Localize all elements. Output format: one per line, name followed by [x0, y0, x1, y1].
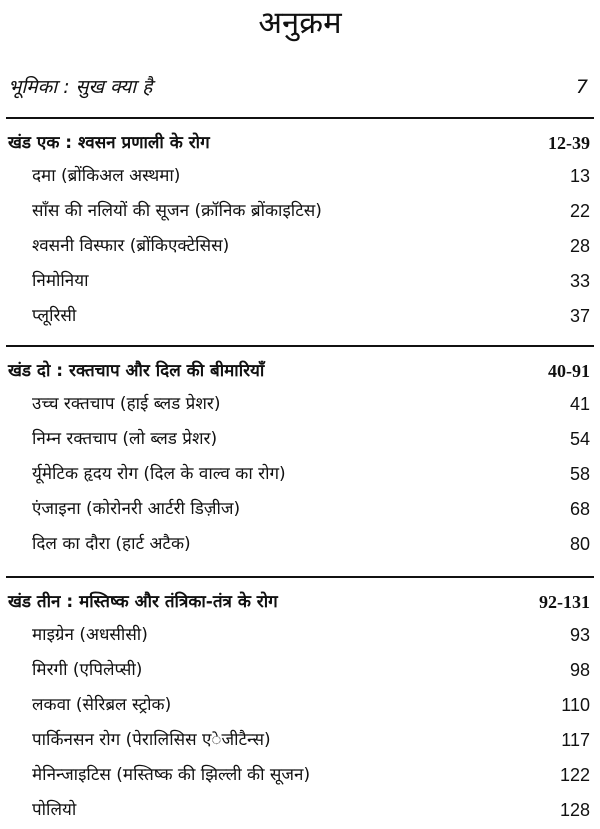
toc-entry — [6, 388, 594, 423]
section-heading — [6, 126, 594, 160]
entry-page-number: 80 — [569, 534, 590, 554]
page-title: अनुक्रम — [258, 5, 342, 41]
entry-title: र्यूमेटिक हृदय रोग (दिल के वाल्व का रोग) — [32, 464, 286, 484]
entry-title: प्लूरिसी — [32, 306, 77, 326]
entry-page-number: 41 — [569, 394, 590, 414]
entry-page-number: 28 — [569, 236, 590, 256]
preface-label: भूमिका : सुख क्या है — [8, 76, 153, 98]
entry-title: मिरगी (एपिलेप्सी) — [32, 660, 143, 680]
toc-section-1 — [6, 126, 594, 335]
toc-entry — [6, 265, 594, 300]
toc-entry — [6, 759, 594, 794]
entry-page-number: 128 — [559, 800, 590, 820]
entry-title: उच्च रक्तचाप (हाई ब्लड प्रेशर) — [32, 394, 221, 414]
section-divider — [6, 576, 594, 578]
toc-section-3 — [6, 585, 594, 829]
entry-title: निम्न रक्तचाप (लो ब्लड प्रेशर) — [32, 429, 218, 449]
section-divider — [6, 345, 594, 347]
entry-page-number: 110 — [561, 695, 590, 715]
section-page-range: 92-131 — [539, 592, 590, 612]
preface-page-number: 7 — [575, 76, 588, 98]
entry-title: पोलियो — [32, 800, 77, 820]
toc-preface — [8, 72, 588, 102]
section-page-range: 40-91 — [548, 361, 590, 381]
entry-page-number: 13 — [569, 166, 590, 186]
entry-page-number: 22 — [569, 201, 590, 221]
section-title: खंड दो : रक्तचाप और दिल की बीमारियाँ — [8, 361, 265, 381]
entry-title: दमा (ब्रोंकिअल अस्थमा) — [32, 166, 181, 186]
entry-page-number: 68 — [569, 499, 590, 519]
entry-page-number: 33 — [569, 271, 590, 291]
entry-page-number: 98 — [569, 660, 590, 680]
entry-page-number: 54 — [569, 429, 590, 449]
toc-entry — [6, 493, 594, 528]
entry-page-number: 117 — [561, 730, 590, 750]
entry-title: मेनिन्जाइटिस (मस्तिष्क की झिल्ली की सूजन) — [32, 765, 311, 785]
toc-entry — [6, 423, 594, 458]
section-divider — [6, 117, 594, 119]
section-title: खंड तीन : मस्तिष्क और तंत्रिका-तंत्र के रोग — [8, 592, 278, 612]
toc-entry — [6, 528, 594, 563]
entry-page-number: 37 — [569, 306, 590, 326]
entry-title: माइग्रेन (अधसीसी) — [32, 625, 148, 645]
toc-entry — [6, 619, 594, 654]
entry-title: लकवा (सेरिब्रल स्ट्रोक) — [32, 695, 172, 715]
entry-page-number: 122 — [559, 765, 590, 785]
section-page-range: 12-39 — [548, 133, 590, 153]
section-heading — [6, 585, 594, 619]
entry-page-number: 58 — [569, 464, 590, 484]
toc-entry — [6, 724, 594, 759]
entry-title: दिल का दौरा (हार्ट अटैक) — [32, 534, 191, 554]
toc-entry — [6, 794, 594, 829]
toc-entry — [6, 689, 594, 724]
section-title: खंड एक : श्वसन प्रणाली के रोग — [8, 133, 210, 153]
entry-page-number: 93 — [569, 625, 590, 645]
toc-entry — [6, 195, 594, 230]
toc-entry — [6, 300, 594, 335]
toc-entry — [6, 230, 594, 265]
toc-entry — [6, 654, 594, 689]
toc-entry — [6, 160, 594, 195]
toc-section-2 — [6, 354, 594, 563]
entry-title: निमोनिया — [32, 271, 89, 291]
entry-title: श्वसनी विस्फार (ब्रोंकिएक्टेसिस) — [32, 236, 230, 256]
entry-title: पार्किनसन रोग (पेरालिसिस एेजीटैन्स) — [32, 730, 271, 750]
toc-entry — [6, 458, 594, 493]
entry-title: साँस की नलियों की सूजन (क्रॉनिक ब्रोंकाइटिस) — [32, 201, 322, 221]
section-heading — [6, 354, 594, 388]
entry-title: एंजाइना (कोरोनरी आर्टरी डिज़ीज) — [32, 499, 241, 519]
